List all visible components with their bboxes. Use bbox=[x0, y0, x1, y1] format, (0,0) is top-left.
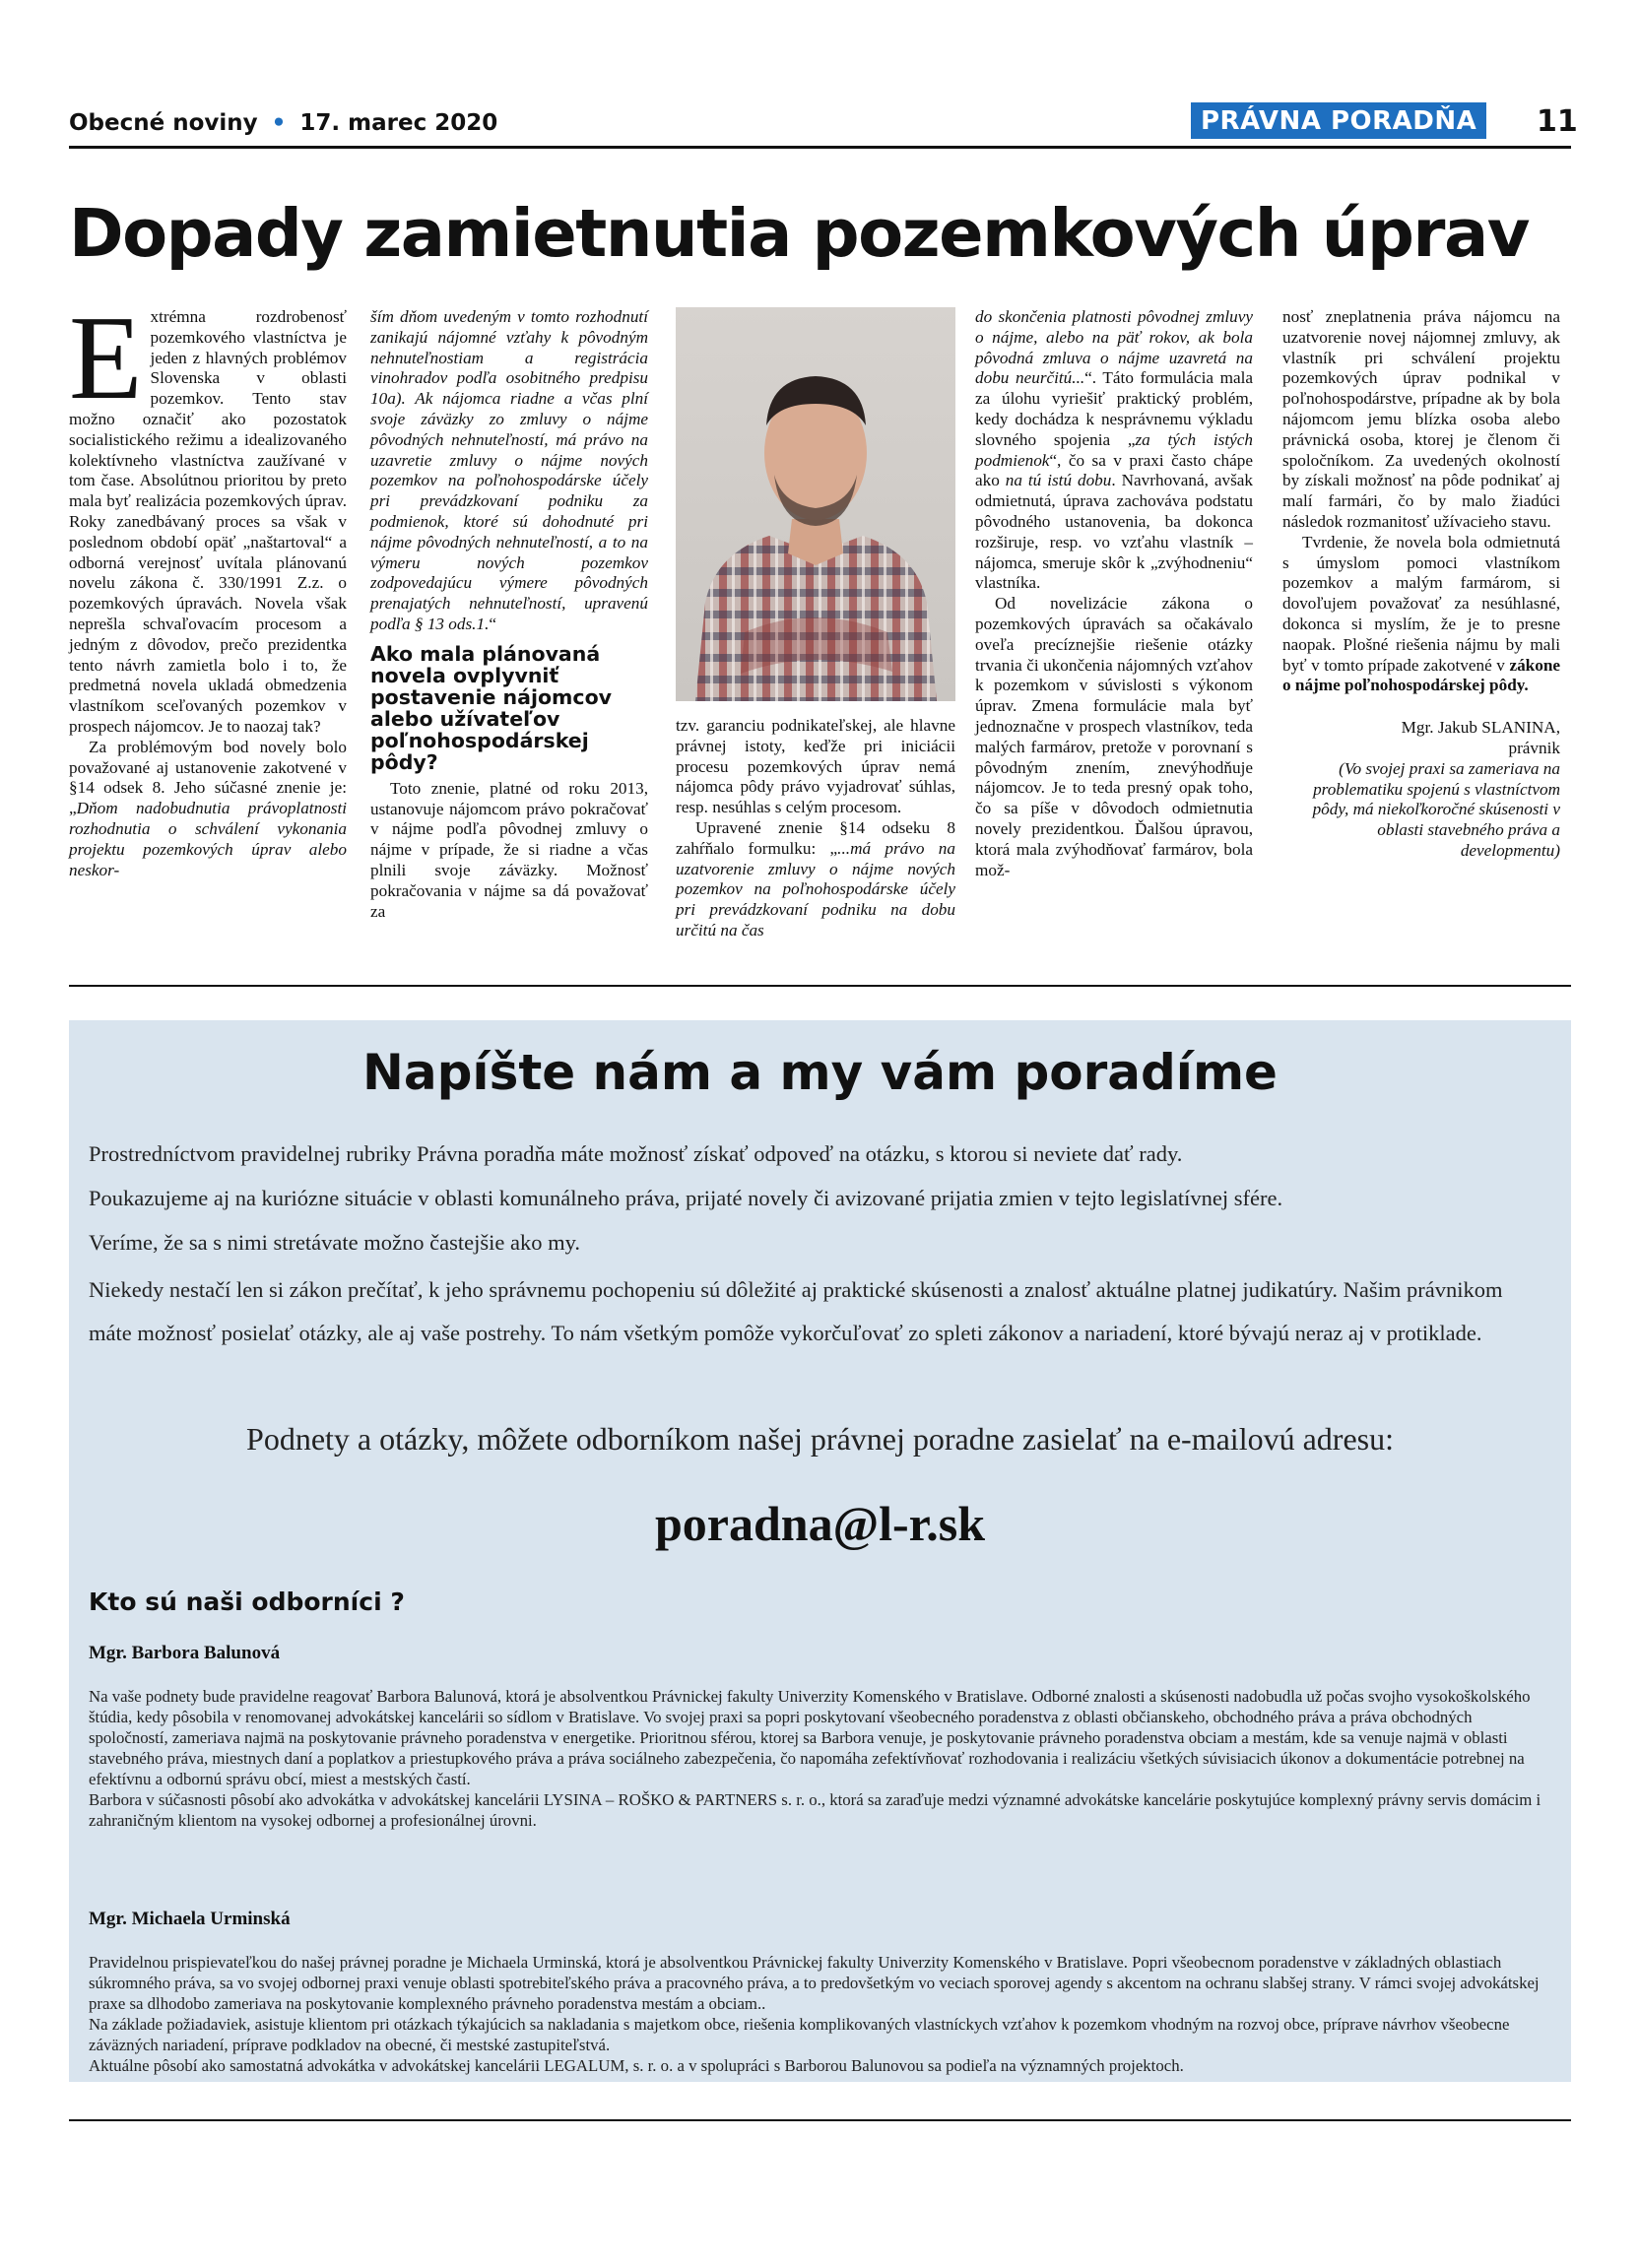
article-paragraph: Za problémovým bod novely bolo považované aj ustanovenie zakotvené v §14 odsek 8. Jeho súčasné znenie je: „Dňom nadobudnutia právoplatnosti rozhodnutia o schválení vykonania projektu pozemkových úprav alebo neskor- bbox=[69, 737, 347, 879]
article-paragraph: nosť zneplatnenia práva nájomcu na uzatvorenie novej nájomnej zmluvy, ak vlastník pri schválení projektu pozemkových úprav podnikal v poľnohospodárstve, prípadne ak by bola nájomcom jemu blízka osoba alebo právnická osoba, ktorej je členom či spoločníkom. Za uvedených okolností by získali možnosť na pôde podnikať aj malí farmári, čo by malo žiadúci následok rozmanitosť užívacieho stavu. bbox=[1282, 307, 1560, 531]
page-bottom-rule bbox=[69, 2119, 1571, 2121]
publication-name: Obecné noviny bbox=[69, 110, 258, 136]
advice-box-title: Napíšte nám a my vám poradíme bbox=[362, 1044, 1278, 1101]
advice-box-paragraph: Niekedy nestačí len si zákon prečítať, k jeho správnemu pochopeniu sú dôležité aj praktické skúsenosti a znalosť aktuálne platnej judikatúry. Našim právnikom máte možnosť posielať otázky, ale aj vaše postrehy. To nám všetkým pomôže vykorčuľovať zo spleti zákonov a nariadení, ktoré bývajú neraz aj v protiklade. bbox=[89, 1277, 1503, 1345]
article-paragraph: Tvrdenie, že novela bola odmietnutá s úmyslom pomoci vlastníkom pozemkov a malým farmárom, si dovoľujem považovať za nesúhlasné, dokonca si myslím, že je to presne naopak. Plošné riešenia nájmu by mali byť v tomto prípade zakotvené v zákone o nájme poľnohospodárskej pôdy. bbox=[1282, 532, 1560, 695]
advice-box-line: Poukazujeme aj na kuriózne situácie v oblasti komunálneho práva, prijaté novely či avizované prijatia zmien v tejto legislatívnej sfére. bbox=[89, 1186, 1283, 1210]
article-paragraph: Toto znenie, platné od roku 2013, ustanovuje nájomcom právo pokračovať v nájme podľa pôvodnej zmluvy o nájme v prípade, že si riadne a včas plnili svoje záväzky. Možnosť pokračovania v nájme sa dá považovať za bbox=[370, 778, 648, 921]
author-name: Mgr. Jakub SLANINA, bbox=[1401, 718, 1560, 738]
expert-name: Mgr. Michaela Urminská bbox=[89, 1909, 291, 1929]
article-column-3 bbox=[676, 716, 955, 941]
header-publication-date bbox=[69, 110, 497, 136]
article-column-2 bbox=[370, 307, 648, 922]
experts-heading: Kto sú naši odborníci ? bbox=[89, 1588, 405, 1616]
article-headline: Dopady zamietnutia pozemkových úprav bbox=[69, 195, 1529, 272]
page-number: 11 bbox=[1537, 104, 1578, 139]
article-column-1 bbox=[69, 292, 347, 880]
rubric-label: PRÁVNA PORADŇA bbox=[1191, 102, 1486, 139]
advice-box-line: Veríme, že sa s nimi stretávate možno častejšie ako my. bbox=[89, 1230, 580, 1255]
article-paragraph: do skončenia platnosti pôvodnej zmluvy o nájme, alebo na päť rokov, ak bola pôvodná zmluva o nájme uzavretá na dobu neurčitú...“. Táto formulácia mala za úlohu vyriešiť praktický problém, kedy dochádza k nesprávnemu výkladu slovného spojenia „za tých istých podmienok“, čo sa v praxi často chápe ako na tú istú dobu. Navrhovaná, avšak odmietnutá, úprava zachováva podstatu pôvodného ustanovenia, ba dokonca rozširuje, resp. vo vzťahu vlastník – nájomca, smeruje skôr k „zvýhodneniu“ vlastníka. bbox=[975, 307, 1253, 593]
article-column-5 bbox=[1282, 307, 1560, 862]
article-quote: ším dňom uvedeným v tomto rozhodnutí zanikajú nájomné vzťahy k pôvodným nehnuteľnostiam a registrácia vinohradov podľa osobitného predpisu 10a). Ak nájomca riadne a včas plní svoje záväzky zo zmluvy o nájme pôvodných nehnuteľností, má právo na uzavretie zmluvy o nájme nových pozemkov na poľnohospodárske účely pri prevádzkovaní podniku za podmienok, ktoré sú dohodnuté pri nájme pôvodných nehnuteľností, a to na výmeru nových pozemkov zodpovedajúcu výmere pôvodných prenajatých nehnuteľností, upravenú podľa § 13 ods.1.“ bbox=[370, 307, 648, 633]
article-paragraph: tzv. garanciu podnikateľskej, ale hlavne právnej istoty, keďže pri iniciácii procesu pozemkových úprav nemá nájomca pôdy právo vyjadrovať súhlas, resp. nesúhlas s celým procesom. bbox=[676, 716, 955, 817]
article-bottom-rule bbox=[69, 985, 1571, 987]
article-paragraph: Upravené znenie §14 odseku 8 zahŕňalo formulku: „...má právo na uzatvorenie zmluvy o nájme nových pozemkov na poľnohospodárske účely pri prevádzkovaní podniku na dobu určitú na čas bbox=[676, 817, 955, 940]
article-paragraph: Od novelizácie zákona o pozemkových úpravách sa očakávalo oveľa precíznejšie riešenie otázky trvania či ukončenia nájomných vzťahov k pozemkom v súvislosti s výkonom úprav. Zmena formulácie mala byť jednoznačne v prospech vlastníkov, teda malých farmárov, pretože v porovnaní s pôvodným znením, znevýhodňuje nájomcov. Je to teda presný opak toho, čo sa píše v dôvodoch odmietnutia novely prezidentkou. Ďalšou úpravou, ktorá mala zvýhodňovať farmárov, bola mož- bbox=[975, 594, 1253, 879]
author-photo bbox=[676, 307, 955, 701]
header-separator: • bbox=[271, 110, 287, 136]
author-portrait-image bbox=[676, 307, 955, 701]
author-role: právnik bbox=[1508, 738, 1560, 757]
expert-bio: Pravidelnou prispievateľkou do našej právnej poradne je Michaela Urminská, ktorá je absolventkou Právnickej fakulty Univerzity Komenského v Bratislave. Popri všeobecnom poradenstve v základných oblastiach súkromného práva, sa vo svojej odbornej praxi venuje oblasti spotrebiteľského práva a pracovného práva, a to predovšetkým vo veciach sporovej agendy s akcentom na ochranu slabšej strany. V rámci svojej advokátskej praxe sa dlhodobo zameriava na poskytovanie komplexného právneho poradenstva mestám a obciam.. Na základe požiadaviek, asistuje klientom pri otázkach týkajúcich sa nakladania s majetkom obce, riešenia komplikovaných vlastníckych vzťahov k pozemkom vhodným na rozvoj obce, príprave návrhov všeobecne záväzných nariadení, príprave podkladov na obecné, či mestské zastupiteľstvá. Aktuálne pôsobí ako samostatná advokátka v advokátskej kancelárii LEGALUM, s. r. o. a v spolupráci s Barborou Balunovou sa podieľa na významných projektoch. bbox=[89, 1953, 1540, 2075]
drop-cap: E bbox=[69, 292, 143, 424]
article-subheading: Ako mala plánovaná novela ovplyvniť postavenie nájomcov alebo užívateľov poľnohospodárskej pôdy? bbox=[370, 641, 613, 774]
advice-box-note: Podnety a otázky, môžete odborníkom našej právnej poradne zasielať na e-mailovú adresu: bbox=[246, 1421, 1394, 1457]
contact-email[interactable]: poradna@l-r.sk bbox=[654, 1496, 986, 1551]
article-paragraph: Extrémna rozdrobenosť pozemkového vlastníctva je jeden z hlavných problémov Slovenska v oblasti pozemkov. Tento stav možno označiť ako pozostatok socialistického režimu a idealizovaného kolektívneho vlastníctva zaužívané v tom čase. Absolútnou prioritou by preto mala byť realizácia pozemkových úprav. Roky zanedbávaný proces sa však v poslednom období opäť „naštartoval“ a odborná verejnosť uvítala plánovanú novelu zákona č. 330/1991 Z.z. o pozemkových úpravách. Novela však neprešla schvaľovacím procesom a jedným z dôvodov, prečo prezidentka tento návrh zamietla bolo i to, že predmetná novela ukladá obmedzenia vlastníkom sceľovaných pozemkov v prospech nájomcov. Je to naozaj tak? bbox=[69, 292, 347, 736]
author-note: (Vo svojej praxi sa zameriava na problematiku spojenú s vlastníctvom pôdy, má niekoľkoročné skúsenosti v oblasti stavebného práva a developmentu) bbox=[1312, 758, 1560, 860]
advice-box-line: Prostredníctvom pravidelnej rubriky Právna poradňa máte možnosť získať odpoveď na otázku, s ktorou si neviete dať rady. bbox=[89, 1141, 1183, 1166]
expert-name: Mgr. Barbora Balunová bbox=[89, 1643, 281, 1663]
issue-date: 17. marec 2020 bbox=[299, 110, 498, 136]
article-column-4 bbox=[975, 307, 1253, 880]
expert-bio: Na vaše podnety bude pravidelne reagovať Barbora Balunová, ktorá je absolventkou Právnickej fakulty Univerzity Komenského v Bratislave. Odborné znalosti a skúsenosti nadobudla už počas svojho vysokoškolského štúdia, kedy pôsobila v renomovanej advokátskej kancelárii so sídlom v Bratislave. Vo svojej praxi sa popri poskytovaní všeobecného poradenstva z oblasti občianskeho, obchodného práva a práva obchodných spoločností, zameriava najmä na poskytovanie právneho poradenstva v energetike. Prioritnou sférou, ktorej sa Barbora venuje, je poskytovanie právneho poradenstva obciam a mestám, kde sa venuje najmä v oblasti stavebného práva, miestnych daní a poplatkov a priestupkového práva a práva sociálneho zabezpečenia, čo napomáha zefektívňovať rozhodovania i realizáciu všetkých súvisiacich úkonov a dokumentácie potrebnej na efektívnu a odbornú správu obcí, miest a mestských častí. Barbora v súčasnosti pôsobí ako advokátka v advokátskej kancelárii LYSINA – ROŠKO & PARTNERS s. r. o., ktorá sa zaraďuje medzi významné advokátske kancelárie poskytujúce komplexný právny servis domácim i zahraničným klientom na vysokej odbornej a profesionálnej úrovni. bbox=[89, 1687, 1542, 1830]
header-rule bbox=[69, 146, 1571, 149]
